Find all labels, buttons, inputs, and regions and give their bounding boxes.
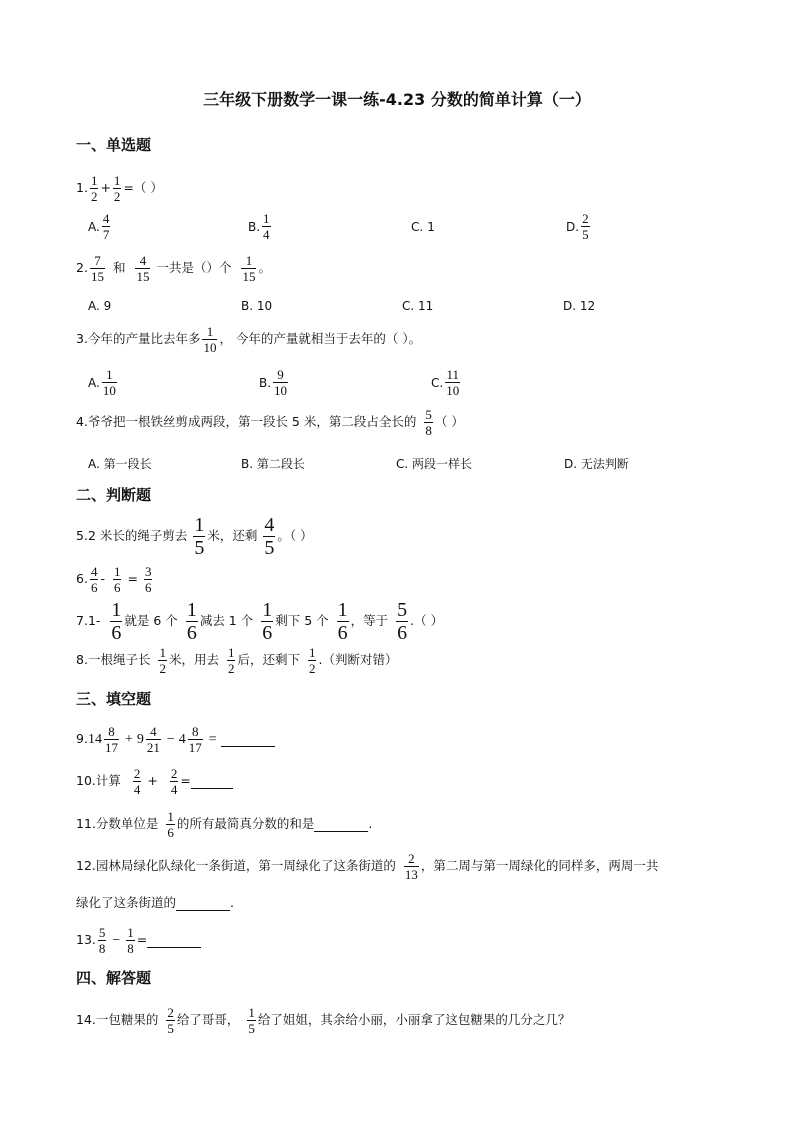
answer-blank[interactable] bbox=[221, 732, 275, 747]
question-tail: =（ ） bbox=[123, 180, 163, 196]
question-6: 6. $\frac{4}{6}$ - $\frac{1}{6}$ = $\frac{3}{6}$ bbox=[76, 564, 152, 595]
question-8: 8. 一根绳子长 $\frac{1}{2}$ 米，用去 $\frac{1}{2}$ 后，还剩下 $\frac{1}{2}$ .（判断对错） bbox=[76, 645, 398, 676]
question-4: 4. 爷爷把一根铁丝剪成两段，第一段长 5 米，第二段占全长的 $\frac{5}{8}$ （ ） bbox=[76, 407, 464, 438]
fraction: $\frac{1}{2}$ bbox=[113, 173, 121, 204]
option-d[interactable]: D. $\frac{2}{5}$ bbox=[566, 211, 589, 242]
option-a[interactable]: A. $\frac{4}{7}$ bbox=[88, 211, 110, 242]
question-14: 14. 一包糖果的 $\frac{2}{5}$ 给了哥哥， $\frac{1}{5}$ 给了姐姐，其余给小丽，小丽拿了这包糖果的几分之几？ bbox=[76, 1005, 571, 1036]
option-c[interactable]: C. $\frac{11}{10}$ bbox=[431, 367, 460, 398]
option-b[interactable]: B. 10 bbox=[241, 299, 273, 313]
question-13: 13. $\frac{5}{8}$ − $\frac{1}{8}$ = bbox=[76, 926, 201, 955]
option-b[interactable]: B. $\frac{9}{10}$ bbox=[259, 367, 288, 398]
section-heading-single-choice: 一、单选题 bbox=[76, 136, 152, 154]
question-number: 1. bbox=[76, 180, 88, 196]
answer-blank[interactable] bbox=[191, 774, 233, 789]
answer-blank[interactable] bbox=[176, 896, 230, 911]
question-11: 11. 分数单位是 $\frac{1}{6}$ 的所有最简真分数的和是 . bbox=[76, 809, 373, 840]
question-5: 5. 2 米长的绳子剪去 $\frac{1}{5}$ 米，还剩 $\frac{4}{5}$ 。（ ） bbox=[76, 514, 313, 559]
option-d[interactable]: D. 12 bbox=[563, 299, 596, 313]
question-3: 3. 今年的产量比去年多 $\frac{1}{10}$ ， 今年的产量就相当于去年的（ ）。 bbox=[76, 324, 422, 355]
option-c[interactable]: C. 11 bbox=[402, 299, 434, 313]
option-c[interactable]: C. 1 bbox=[411, 220, 435, 234]
option-a[interactable]: A. $\frac{1}{10}$ bbox=[88, 367, 116, 398]
question-2: 2. $\frac{7}{15}$ 和 $\frac{4}{15}$ 一共是（）个 $\frac{1}{15}$ 。 bbox=[76, 253, 271, 284]
option-a[interactable]: A. 9 bbox=[88, 299, 112, 313]
question-1 bbox=[76, 174, 163, 203]
question-12-line2: 绿化了这条街道的 . bbox=[76, 895, 234, 911]
section-heading-true-false: 二、判断题 bbox=[76, 486, 152, 504]
answer-blank[interactable] bbox=[147, 933, 201, 948]
page-title: 三年级下册数学一课一练-4.23 分数的简单计算（一） bbox=[203, 90, 591, 109]
option-d[interactable]: D. 无法判断 bbox=[564, 457, 629, 471]
question-10: 10. 计算 $\frac{2}{4}$ + $\frac{2}{4}$ = bbox=[76, 767, 233, 796]
option-c[interactable]: C. 两段一样长 bbox=[396, 457, 473, 471]
question-12: 12. 园林局绿化队绿化一条街道，第一周绿化了这条街道的 $\frac{2}{13}$ ，第二周与第一周绿化的同样多，两周一共 bbox=[76, 851, 659, 882]
option-b[interactable]: B. $\frac{1}{4}$ bbox=[248, 211, 270, 242]
operator: + bbox=[100, 180, 111, 196]
fraction: $\frac{1}{2}$ bbox=[90, 173, 98, 204]
section-heading-solve: 四、解答题 bbox=[76, 969, 152, 987]
question-9: 9. 14 $\frac{8}{17}$ + 9 $\frac{4}{21}$ − 4 $\frac{8}{17}$ = bbox=[76, 725, 275, 754]
answer-blank[interactable] bbox=[314, 817, 368, 832]
question-7: 7. 1- $\frac{1}{6}$ 就是 6 个 $\frac{1}{6}$ 减去 1 个 $\frac{1}{6}$ 剩下 5 个 $\frac{1}{6}$ ，等于 $\frac{5}{6}$ .（ ） bbox=[76, 599, 444, 644]
option-a[interactable]: A. 第一段长 bbox=[88, 457, 152, 471]
option-b[interactable]: B. 第二段长 bbox=[241, 457, 305, 471]
section-heading-fill-blank: 三、填空题 bbox=[76, 690, 152, 708]
